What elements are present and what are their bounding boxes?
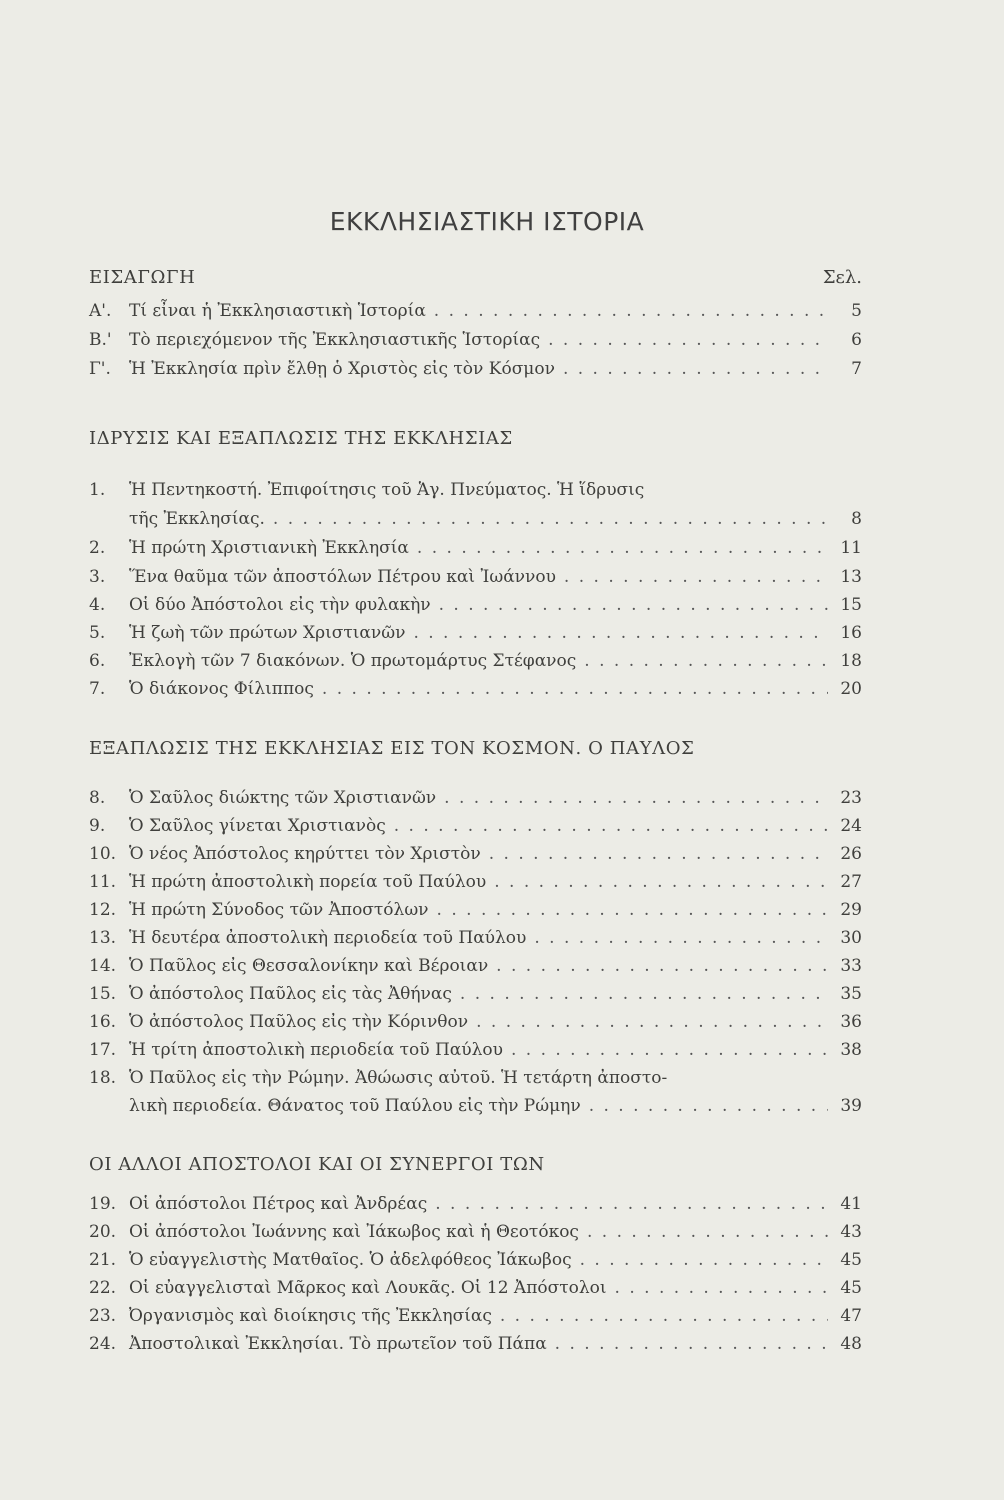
toc-entry: [89, 1303, 862, 1329]
entry-page: 38: [840, 1040, 862, 1060]
entry-page: 23: [840, 788, 862, 808]
entry-number: 8.: [89, 788, 106, 808]
section-heading-intro: ΕΙΣΑΓΩΓΗ: [89, 267, 196, 288]
entry-page: 43: [840, 1222, 862, 1242]
entry-title: Ἡ ζωὴ τῶν πρώτων Χριστιανῶν: [129, 623, 406, 643]
entry-page: 36: [840, 1012, 862, 1032]
leader-dots: [511, 1037, 828, 1063]
entry-page: 13: [840, 567, 862, 587]
entry-number: 5.: [89, 623, 106, 643]
entry-title: Ἕνα θαῦμα τῶν ἀποστόλων Πέτρου καὶ Ἰωάννου: [129, 567, 556, 587]
entry-number: 2.: [89, 538, 106, 558]
leader-dots: [534, 925, 828, 951]
leader-dots: [439, 592, 828, 618]
entry-page: 29: [840, 900, 862, 920]
leader-dots: [494, 869, 828, 895]
entry-number: 17.: [89, 1040, 117, 1060]
entry-page: 18: [840, 651, 862, 671]
leader-dots: [394, 813, 828, 839]
entry-number: 3.: [89, 567, 106, 587]
entry-number: 1.: [89, 480, 106, 500]
entry-number: 20.: [89, 1222, 117, 1242]
toc-entry: [89, 298, 862, 324]
leader-dots: [437, 897, 828, 923]
entry-title: Ὁ Παῦλος εἰς τὴν Ρώμην. Ἀθώωσις αὐτοῦ. Ἡ τετάρτη ἀποστο-: [129, 1068, 668, 1088]
toc-entry: [89, 1331, 862, 1357]
entry-page: 20: [840, 679, 862, 699]
entry-page: 7: [851, 359, 862, 379]
entry-page: 30: [840, 928, 862, 948]
toc-entry-continuation: [89, 506, 862, 532]
leader-dots: [489, 841, 828, 867]
toc-entry: [89, 564, 862, 590]
toc-entry: [89, 1219, 862, 1245]
toc-entry: [89, 1275, 862, 1301]
entry-title: Ἡ πρώτη Σύνοδος τῶν Ἀποστόλων: [129, 900, 429, 920]
section-heading-other-apostles: ΟΙ ΑΛΛΟΙ ΑΠΟΣΤΟΛΟΙ ΚΑΙ ΟΙ ΣΥΝΕΡΓΟΙ ΤΩΝ: [89, 1154, 545, 1175]
page-column-label: Σελ.: [822, 267, 862, 288]
entry-number: 13.: [89, 928, 117, 948]
entry-title: Ὁ Παῦλος εἰς Θεσσαλονίκην καὶ Βέροιαν: [129, 956, 489, 976]
entry-title: Ὁ Σαῦλος διώκτης τῶν Χριστιανῶν: [129, 788, 437, 808]
leader-dots: [444, 785, 828, 811]
entry-number: Α'.: [89, 301, 112, 321]
entry-title: Ὁ ἀπόστολος Παῦλος εἰς τὰς Ἀθήνας: [129, 984, 452, 1004]
toc-entry-continuation: [89, 1093, 862, 1119]
leader-dots: [322, 676, 828, 702]
leader-dots: [496, 953, 828, 979]
entry-number: 24.: [89, 1334, 117, 1354]
entry-title: Οἱ δύο Ἀπόστολοι εἰς τὴν φυλακὴν: [129, 595, 431, 615]
entry-title: Ὀργανισμὸς καὶ διοίκησις τῆς Ἐκκλησίας: [129, 1306, 492, 1326]
entry-number: 16.: [89, 1012, 117, 1032]
toc-entry: [89, 813, 862, 839]
toc-entry: [89, 592, 862, 618]
leader-dots: [417, 535, 828, 561]
entry-number: 10.: [89, 844, 117, 864]
entry-title: Ἡ πρώτη ἀποστολικὴ πορεία τοῦ Παύλου: [129, 872, 487, 892]
entry-title: Ἐκλογὴ τῶν 7 διακόνων. Ὁ πρωτομάρτυς Στέφανος: [129, 651, 577, 671]
entry-title: Ἡ δευτέρα ἀποστολικὴ περιοδεία τοῦ Παύλου: [129, 928, 527, 948]
toc-entry: [89, 620, 862, 646]
leader-dots: [564, 564, 828, 590]
toc-entry: [89, 676, 862, 702]
entry-page: 27: [840, 872, 862, 892]
entry-page: 6: [851, 330, 862, 350]
leader-dots: [587, 1219, 828, 1245]
entry-number: 12.: [89, 900, 117, 920]
toc-entry: [89, 356, 862, 382]
leader-dots: [435, 1191, 828, 1217]
entry-number: 23.: [89, 1306, 117, 1326]
entry-title: Τὸ περιεχόμενον τῆς Ἐκκλησιαστικῆς Ἱστορίας: [129, 330, 541, 350]
toc-entry: [89, 897, 862, 923]
entry-page: 8: [851, 509, 862, 529]
toc-entry: [89, 1065, 862, 1091]
entry-page: 33: [840, 956, 862, 976]
entry-title: Ὁ Σαῦλος γίνεται Χριστιανὸς: [129, 816, 386, 836]
entry-title: τῆς Ἐκκλησίας.: [129, 509, 265, 529]
page-title: ΕΚΚΛΗΣΙΑΣΤΙΚΗ ΙΣΤΟΡΙΑ: [329, 207, 645, 236]
entry-page: 15: [840, 595, 862, 615]
toc-entry: [89, 1191, 862, 1217]
toc-entry: [89, 1037, 862, 1063]
entry-number: 21.: [89, 1250, 117, 1270]
leader-dots: [434, 298, 828, 324]
entry-page: 39: [840, 1096, 862, 1116]
toc-entry: [89, 785, 862, 811]
section-heading-paul: ΕΞΑΠΛΩΣΙΣ ΤΗΣ ΕΚΚΛΗΣΙΑΣ ΕΙΣ ΤΟΝ ΚΟΣΜΟΝ. Ο ΠΑΥΛΟΣ: [89, 738, 695, 759]
entry-title: Ὁ εὐαγγελιστὴς Ματθαῖος. Ὁ ἀδελφόθεος Ἰάκωβος: [129, 1250, 572, 1270]
entry-title: Ὁ ἀπόστολος Παῦλος εἰς τὴν Κόρινθον: [129, 1012, 469, 1032]
entry-number: Γ'.: [89, 359, 111, 379]
leader-dots: [273, 506, 828, 532]
entry-number: 6.: [89, 651, 106, 671]
entry-title: Ἡ τρίτη ἀποστολικὴ περιοδεία τοῦ Παύλου: [129, 1040, 503, 1060]
entry-number: 4.: [89, 595, 106, 615]
leader-dots: [476, 1009, 828, 1035]
entry-page: 45: [840, 1250, 862, 1270]
toc-entry: [89, 953, 862, 979]
leader-dots: [580, 1247, 828, 1273]
entry-page: 47: [840, 1306, 862, 1326]
leader-dots: [413, 620, 828, 646]
entry-number: 11.: [89, 872, 117, 892]
leader-dots: [584, 648, 828, 674]
leader-dots: [615, 1275, 828, 1301]
toc-entry: [89, 1009, 862, 1035]
entry-page: 41: [840, 1194, 862, 1214]
entry-page: 11: [840, 538, 862, 558]
toc-entry: [89, 535, 862, 561]
entry-page: 5: [851, 301, 862, 321]
entry-number: 22.: [89, 1278, 117, 1298]
entry-title: λικὴ περιοδεία. Θάνατος τοῦ Παύλου εἰς τὴν Ρώμην: [129, 1096, 581, 1116]
toc-entry: [89, 869, 862, 895]
leader-dots: [548, 327, 828, 353]
entry-title: Οἱ εὐαγγελισταὶ Μᾶρκος καὶ Λουκᾶς. Οἱ 12 Ἀπόστολοι: [129, 1278, 607, 1298]
entry-title: Ὁ νέος Ἀπόστολος κηρύττει τὸν Χριστὸν: [129, 844, 481, 864]
entry-title: Τί εἶναι ἡ Ἐκκλησιαστικὴ Ἱστορία: [129, 301, 426, 321]
entry-page: 24: [840, 816, 862, 836]
section-heading-founding: ΙΔΡΥΣΙΣ ΚΑΙ ΕΞΑΠΛΩΣΙΣ ΤΗΣ ΕΚΚΛΗΣΙΑΣ: [89, 428, 513, 449]
entry-page: 16: [840, 623, 862, 643]
toc-entry: [89, 925, 862, 951]
entry-number: 14.: [89, 956, 117, 976]
toc-entry: [89, 981, 862, 1007]
toc-entry: [89, 648, 862, 674]
leader-dots: [589, 1093, 828, 1119]
entry-number: 9.: [89, 816, 106, 836]
entry-number: 19.: [89, 1194, 117, 1214]
leader-dots: [555, 1331, 828, 1357]
toc-entry: [89, 477, 862, 503]
entry-number: 15.: [89, 984, 117, 1004]
entry-title: Ἡ πρώτη Χριστιανικὴ Ἐκκλησία: [129, 538, 409, 558]
entry-page: 35: [840, 984, 862, 1004]
entry-page: 26: [840, 844, 862, 864]
entry-title: Οἱ ἀπόστολοι Ἰωάννης καὶ Ἰάκωβος καὶ ἡ Θεοτόκος: [129, 1222, 579, 1242]
toc-entry: [89, 327, 862, 353]
entry-number: 18.: [89, 1068, 117, 1088]
leader-dots: [460, 981, 828, 1007]
leader-dots: [500, 1303, 828, 1329]
entry-title: Ἀποστολικαὶ Ἐκκλησίαι. Τὸ πρωτεῖον τοῦ Πάπα: [129, 1334, 547, 1354]
entry-page: 45: [840, 1278, 862, 1298]
entry-title: Ὁ διάκονος Φίλιππος: [129, 679, 314, 699]
entry-page: 48: [840, 1334, 862, 1354]
toc-entry: [89, 1247, 862, 1273]
entry-number: Β.': [89, 330, 112, 350]
toc-entry: [89, 841, 862, 867]
entry-number: 7.: [89, 679, 106, 699]
leader-dots: [563, 356, 828, 382]
entry-title: Ἡ Πεντηκοστή. Ἐπιφοίτησις τοῦ Ἁγ. Πνεύματος. Ἡ ἵδρυσις: [129, 480, 645, 500]
entry-title: Οἱ ἀπόστολοι Πέτρος καὶ Ἀνδρέας: [129, 1194, 428, 1214]
entry-title: Ἡ Ἐκκλησία πρὶν ἔλθῃ ὁ Χριστὸς εἰς τὸν Κόσμον: [129, 359, 555, 379]
